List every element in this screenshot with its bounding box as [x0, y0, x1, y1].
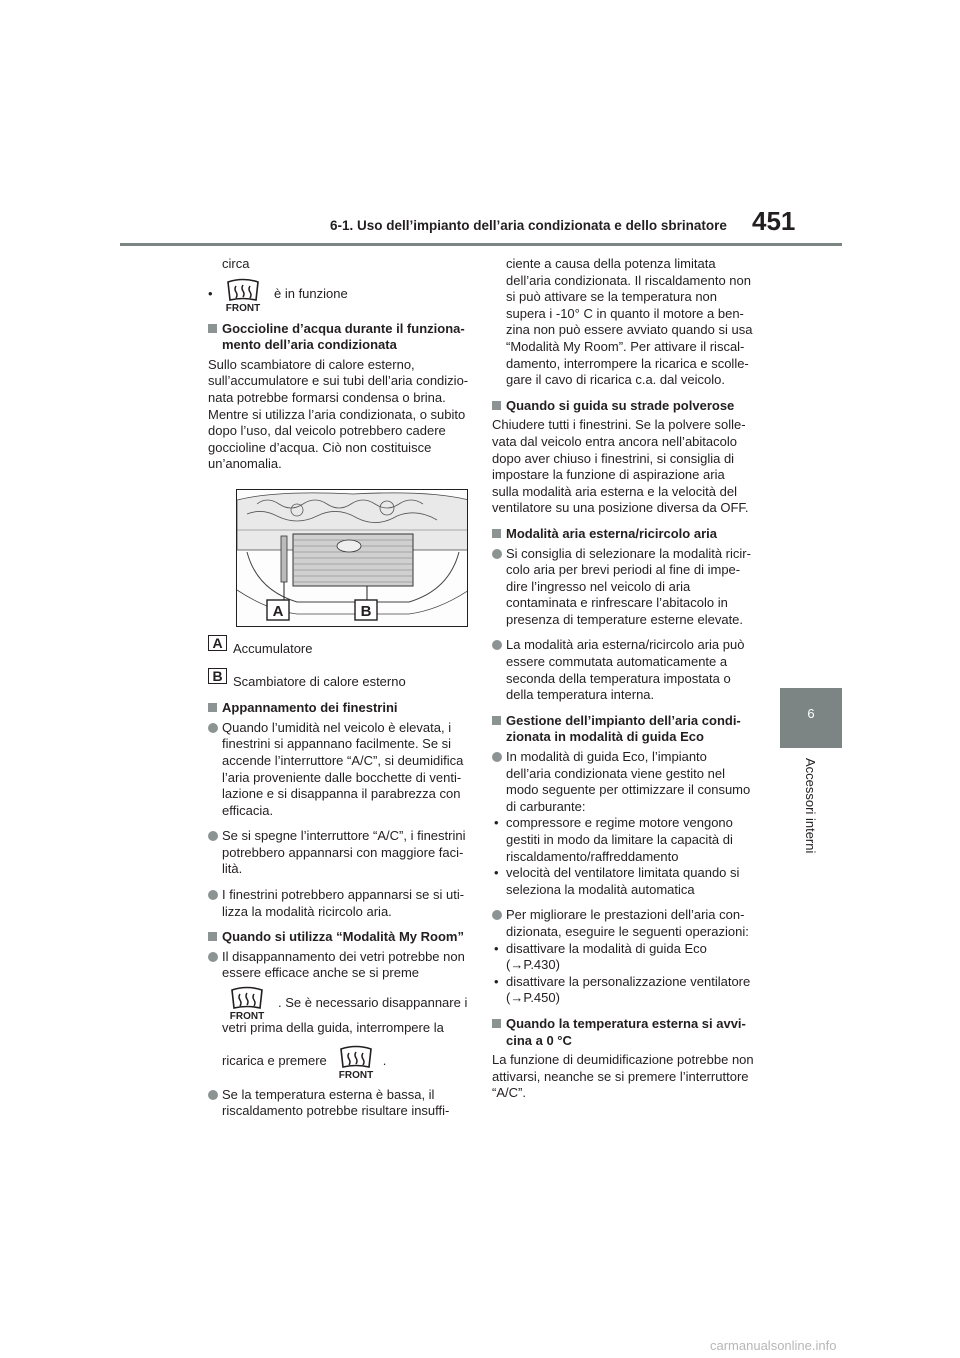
- bullet-air-mode-1: Si consiglia di selezionare la modalità ricir-colo aria per brevi periodi al fine di impe-dire l’ingresso nel veicolo di aria contaminata e rinfrescare l’abitacolo in presenza di temperature esterne elevate.: [492, 546, 754, 629]
- legend-box-b: B: [208, 668, 227, 684]
- front-label: FRONT: [229, 1011, 265, 1021]
- continuation-text: ciente a causa della potenza limitata dell’aria condizionata. Il riscaldamento non si può attivare se la temperatura non supera i -10° C in quanto il motore a ben-zina non può essere avviato quando si usa “Modalità My Room”. Per attivare il riscal-damento, interrompere la ricarica e scolle-gare il cavo di ricarica c.a. dal veicolo.: [506, 256, 753, 388]
- bullet-my-room-2: Se la temperatura esterna è bassa, il riscaldamento potrebbe risultare insuffi-: [208, 1087, 470, 1120]
- left-column: [208, 256, 470, 1129]
- chapter-number: 6: [807, 706, 815, 721]
- heading-fogging: Appannamento dei finestrini: [208, 700, 470, 717]
- my-room-text-a: Il disappannamento dei vetri potrebbe non essere efficace anche se si preme: [222, 948, 465, 981]
- paragraph-water-droplets: Sullo scambiatore di calore esterno, sull’accumulatore e sui tubi dell’aria condizio-nata potrebbe formarsi condensa o brina. Mentre si utilizza l’aria condizionata, o subito dopo l’uso, dal veicolo potrebbero cadere goccioline d’acqua. Ciò non costituisce un’anomalia.: [208, 356, 469, 472]
- section-title: 6-1. Uso dell’impianto dell’aria condizionata e dello sbrinatore: [330, 218, 727, 233]
- eco-1-text: In modalità di guida Eco, l’impianto dell’aria condizionata viene gestito nel modo seguente per ottimizzare il consumo di carburante:: [506, 749, 751, 814]
- front-defroster-icon: [222, 278, 264, 312]
- legend-box-a: A: [208, 635, 227, 651]
- watermark: carmanualsonline.info: [710, 1338, 837, 1353]
- front-defroster-icon: [335, 1045, 377, 1079]
- my-room-text-c: ricarica e premere: [222, 1053, 327, 1069]
- heading-zero-degrees: Quando la temperatura esterna si avvi-cina a 0 °C: [492, 1016, 754, 1049]
- my-room-icon-line-2: [208, 1045, 470, 1079]
- defrost-status-text: è in funzione: [274, 286, 348, 302]
- chapter-label: Accessori interni: [803, 758, 818, 854]
- bullet-fogging-3: I finestrini potrebbero appannarsi se si uti-lizza la modalità ricircolo aria.: [208, 887, 470, 920]
- engine-bay-figure: [236, 489, 468, 627]
- eco-2-sub-1: [492, 941, 754, 974]
- figure-label-a: A: [272, 602, 284, 620]
- heading-water-droplets: Goccioline d’acqua durante il funziona-mento dell’aria condizionata: [208, 321, 470, 354]
- bullet-fogging-2: Se si spegne l’interruttore “A/C”, i finestrini potrebbero appannarsi con maggiore faci-lità.: [208, 828, 470, 878]
- figure-label-b: B: [360, 602, 372, 620]
- right-column: [492, 256, 754, 1111]
- eco-2-sub-2: [492, 974, 754, 1007]
- heading-dusty-roads: Quando si guida su strade polverose: [492, 398, 754, 415]
- legend-text-b: Scambiatore di calore esterno: [233, 673, 406, 689]
- front-defroster-icon: [226, 986, 268, 1020]
- my-room-text-b-2: vetri prima della guida, interrompere la: [222, 1020, 444, 1036]
- heading-eco-mode: Gestione dell’impianto dell’aria condi-zionata in modalità di guida Eco: [492, 713, 754, 746]
- eco-2-sub-2-text: • disattivare la personalizzazione ventilatore: [506, 973, 751, 989]
- engine-bay-illustration: [237, 490, 468, 627]
- eco-1-sublist: [492, 815, 754, 898]
- defrost-status-line: [208, 278, 470, 312]
- legend-heat-exchanger: [208, 668, 470, 691]
- my-room-text-d: .: [382, 1053, 387, 1069]
- eco-1-sub-2: • velocità del ventilatore limitata quando si seleziona la modalità automatica: [492, 865, 754, 898]
- header-rule: [120, 243, 842, 246]
- eco-2-sublist: [492, 941, 754, 1007]
- bullet-fogging-1: Quando l’umidità nel veicolo è elevata, i finestrini si appannano facilmente. Se si accende l’interruttore “A/C”, si deumidifica l’aria proveniente dalle bocchette di venti-lazione e si disappanna il parabrezza con efficacia.: [208, 720, 470, 820]
- front-label: FRONT: [225, 302, 261, 312]
- eco-2-text: Per migliorare le prestazioni dell’aria con-dizionata, eseguire le seguenti operazioni:: [506, 907, 749, 939]
- intro-text: circa: [222, 256, 250, 271]
- heading-air-mode: Modalità aria esterna/ricircolo aria: [492, 526, 754, 543]
- chapter-tab[interactable]: [780, 688, 842, 748]
- legend-accumulator: [208, 635, 470, 658]
- bullet-eco-2: [492, 907, 754, 940]
- legend-text-a: Accumulatore: [233, 640, 313, 656]
- front-label: FRONT: [338, 1069, 373, 1079]
- page-number: 451: [752, 206, 796, 236]
- paragraph-dusty-roads: Chiudere tutti i finestrini. Se la polvere solle-vata dal veicolo entra ancora nell’abitacolo dopo aver chiuso i finestrini, si consiglia di impostare la funzione di aspirazione aria sulla modalità aria esterna e la velocità del ventilatore su una posizione diversa da OFF.: [492, 417, 749, 516]
- link-p450[interactable]: (→P.450): [506, 990, 560, 1006]
- eco-2-sub-1-text: • disattivare la modalità di guida Eco: [506, 940, 707, 956]
- eco-1-sub-1: • compressore e regime motore vengono gestiti in modo da limitare la capacità di riscaldamento/raffreddamento: [492, 815, 754, 865]
- bullet-eco-1: [492, 749, 754, 815]
- my-room-icon-line-1: [212, 986, 470, 1020]
- bullet-dot: •: [208, 286, 213, 302]
- paragraph-zero-degrees: La funzione di deumidificazione potrebbe non attivarsi, neanche se si premere l’interruttore “A/C”.: [492, 1052, 754, 1101]
- bullet-my-room-1: [208, 949, 470, 982]
- heading-my-room: Quando si utilizza “Modalità My Room”: [208, 929, 470, 946]
- link-p430[interactable]: (→P.430): [506, 957, 560, 973]
- bullet-air-mode-2: La modalità aria esterna/ricircolo aria può essere commutata automaticamente a seconda della temperatura impostata o della temperatura interna.: [492, 637, 754, 703]
- my-room-text-b-1: . Se è necessario disappannare i: [278, 994, 468, 1010]
